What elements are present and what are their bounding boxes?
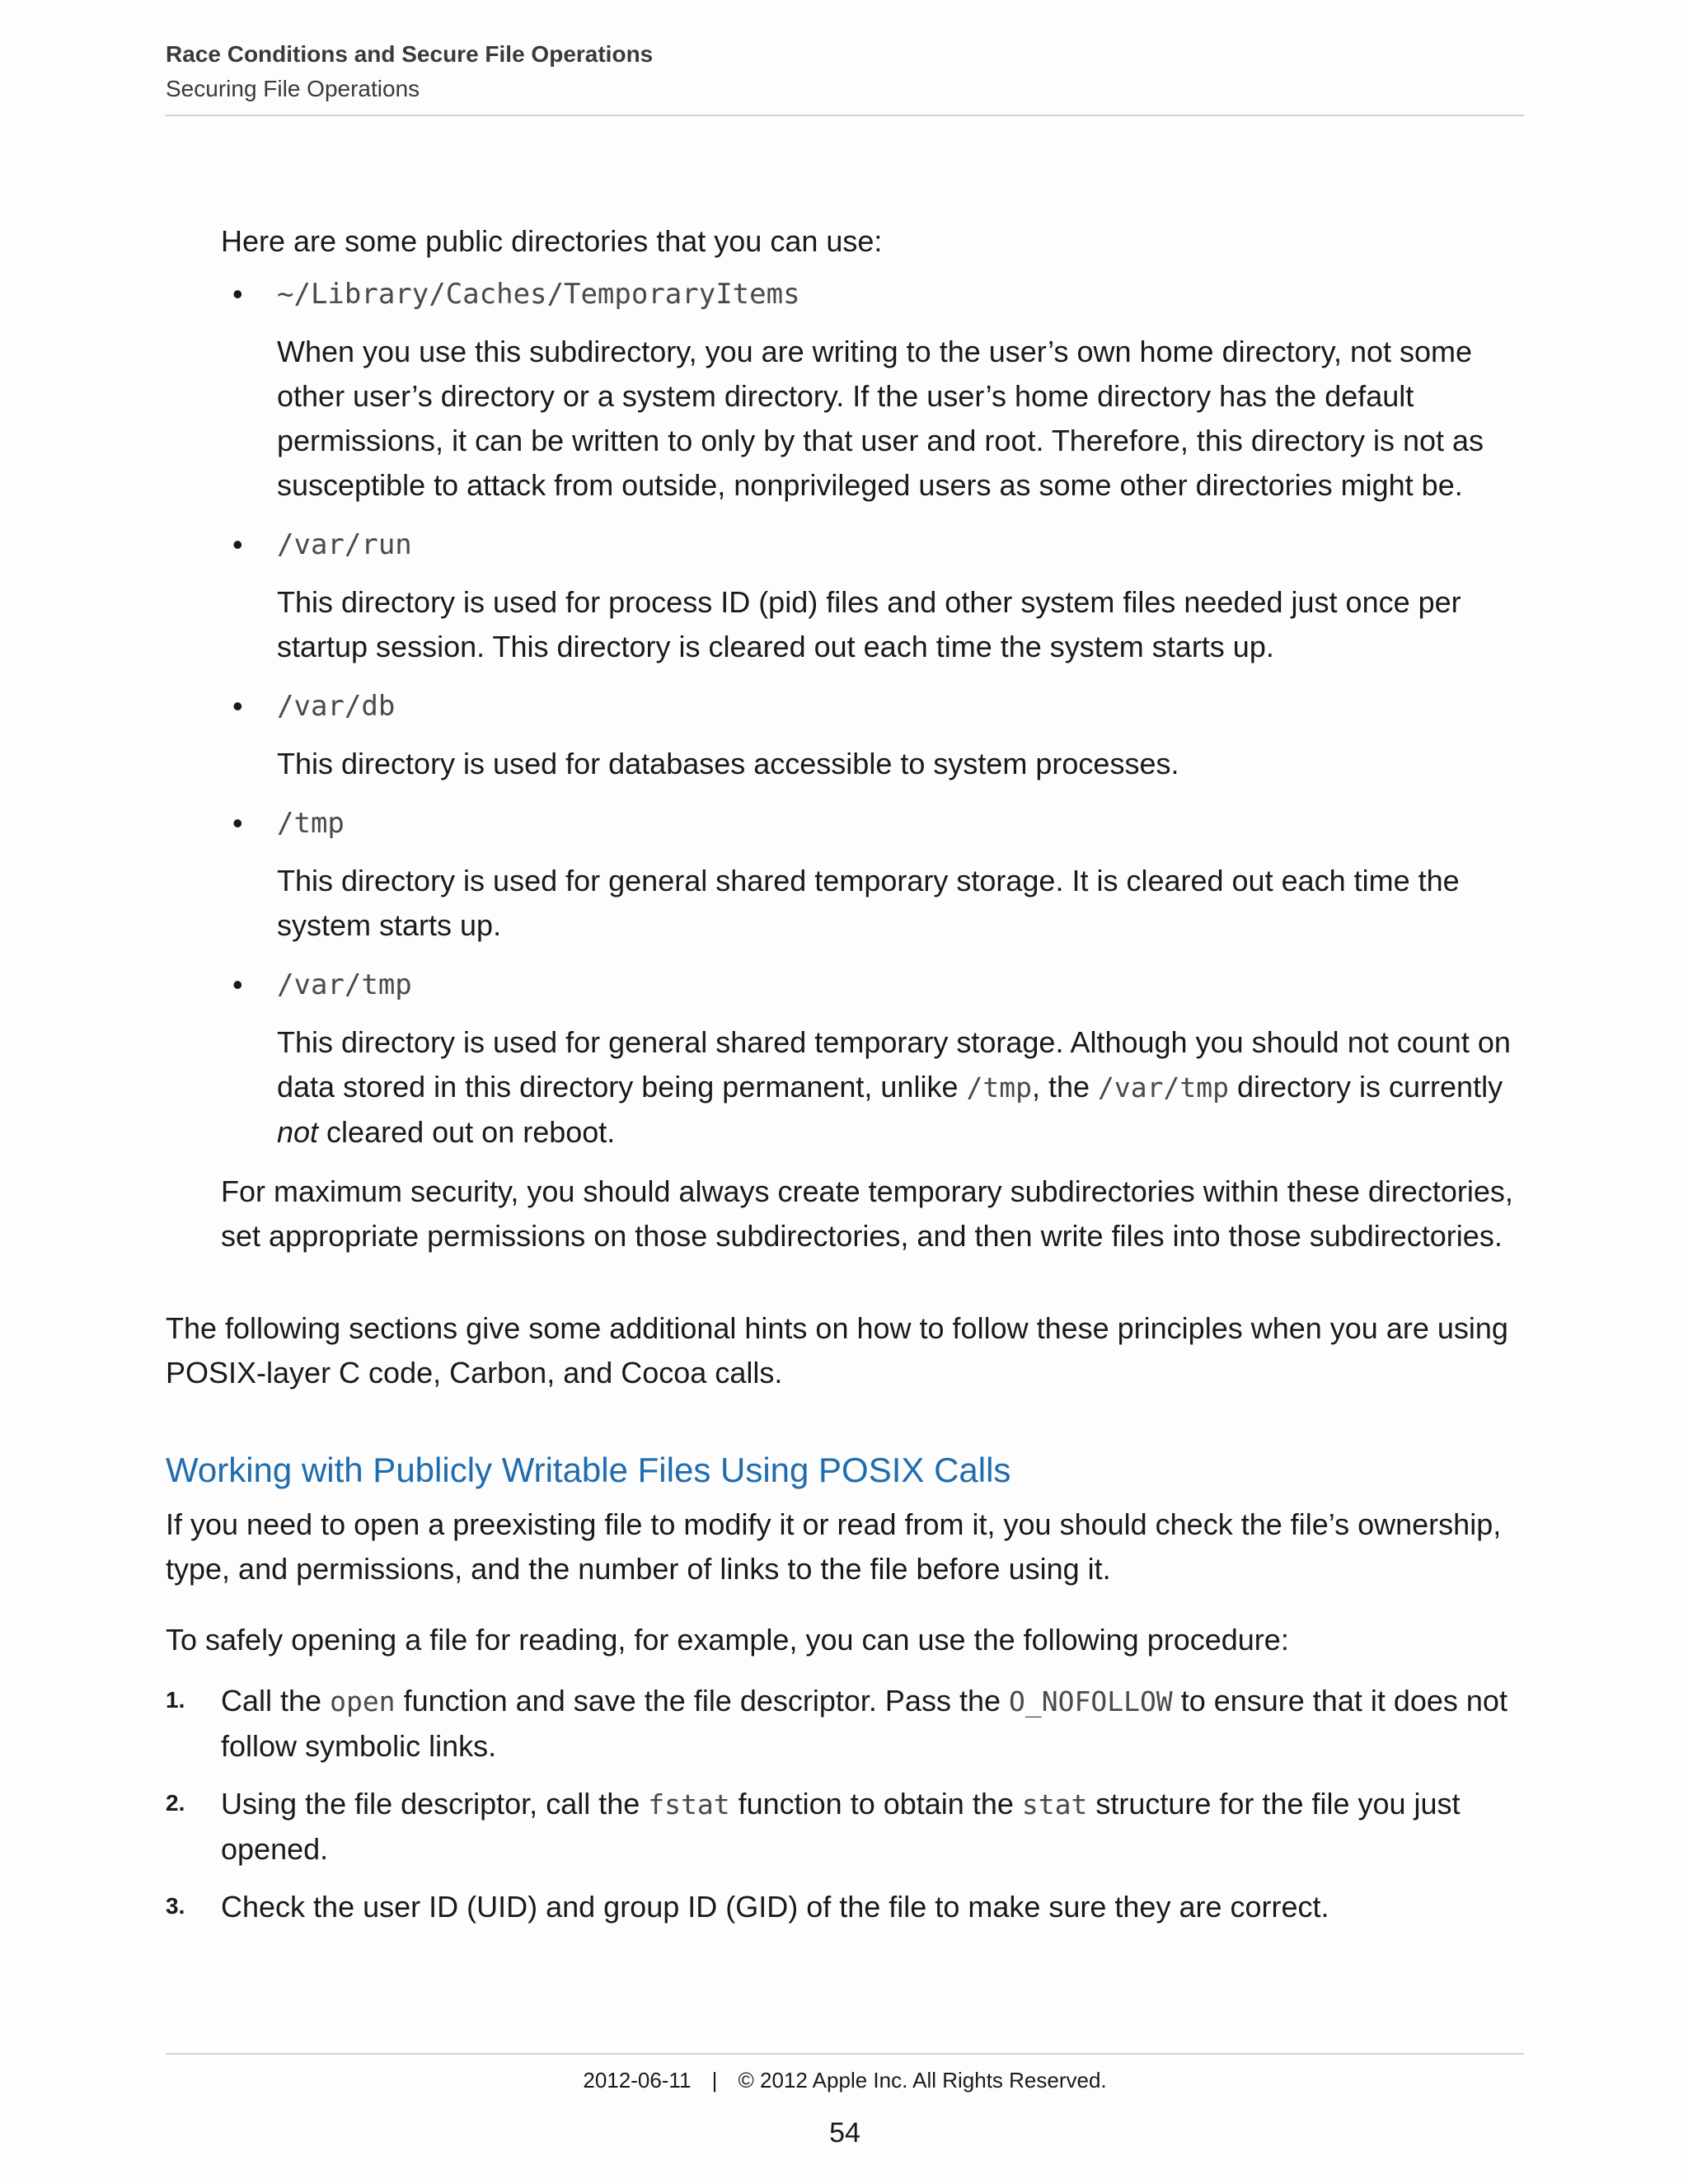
footer-copyright: © 2012 Apple Inc. All Rights Reserved.	[738, 2068, 1107, 2093]
bullet-icon: •	[232, 968, 243, 1001]
hints-paragraph: The following sections give some additional hints on how to follow these principles when you are using POSIX-layer C code, Carbon, and Cocoa calls.	[166, 1311, 1508, 1390]
list-item	[166, 1885, 1524, 1929]
bullet-icon: •	[232, 689, 243, 723]
list-item	[221, 801, 1524, 948]
directory-path: /tmp	[277, 807, 345, 840]
inline-code: stat	[1021, 1788, 1088, 1821]
procedure-steps	[166, 1679, 1524, 1929]
inline-code: /var/tmp	[1098, 1071, 1229, 1104]
directory-path: /var/db	[277, 690, 396, 723]
inline-code: O_NOFOLLOW	[1009, 1685, 1173, 1718]
footer-date: 2012-06-11	[583, 2068, 692, 2093]
footer-divider	[166, 2053, 1524, 2055]
step-text: Check the user ID (UID) and group ID (GID) of the file to make sure they are correct.	[221, 1890, 1329, 1924]
bullet-icon: •	[232, 527, 243, 561]
step-number: 1.	[166, 1687, 185, 1713]
directory-path: ~/Library/Caches/TemporaryItems	[277, 278, 800, 311]
directory-description: This directory is used for process ID (pid) files and other system files needed just once per startup session. This directory is cleared out each time the system starts up.	[277, 585, 1461, 663]
step-text-part: Call the	[221, 1684, 331, 1718]
header-divider	[166, 115, 1524, 116]
directory-description: This directory is used for databases accessible to system processes.	[277, 747, 1179, 780]
step-number: 3.	[166, 1893, 185, 1919]
inline-code: open	[330, 1685, 396, 1718]
directory-list	[166, 272, 1524, 1155]
inline-code: /tmp	[966, 1071, 1032, 1104]
description-text: , the	[1031, 1070, 1099, 1104]
inline-code: fstat	[648, 1788, 730, 1821]
procedure-intro: To safely opening a file for reading, for example, you can use the following procedure:	[166, 1623, 1289, 1657]
list-item	[221, 523, 1524, 669]
directory-path: /var/tmp	[277, 968, 412, 1001]
directory-description: This directory is used for general shared temporary storage. It is cleared out each time the system starts up.	[277, 864, 1460, 942]
section-heading: Working with Publicly Writable Files Using POSIX Calls	[166, 1451, 1011, 1489]
description-text: This directory is used for general shared temporary storage. Although you should not count on data stored in this directory being permanent, unlike	[277, 1025, 1511, 1104]
step-number: 2.	[166, 1790, 185, 1816]
step-text-part: Using the file descriptor, call the	[221, 1787, 649, 1821]
list-item	[221, 684, 1524, 786]
step-text	[221, 1679, 1524, 1769]
page-footer	[166, 2065, 1524, 2095]
page-number: 54	[829, 2117, 860, 2149]
page-body	[166, 219, 1524, 1943]
running-header	[166, 38, 1524, 105]
emphasis-text: not	[277, 1115, 319, 1149]
list-item	[166, 1679, 1524, 1769]
section-paragraph: If you need to open a preexisting file to modify it or read from it, you should check the file’s ownership, type, and permissions, and the number of links to the file before using it.	[166, 1507, 1502, 1586]
step-text-part: function to obtain the	[729, 1787, 1022, 1821]
security-advice-paragraph: For maximum security, you should always create temporary subdirectories within these directories, set appropriate permissions on those subdirectories, and then write files into those subdirectories.	[221, 1174, 1513, 1253]
directory-path: /var/run	[277, 528, 412, 561]
list-item	[166, 1782, 1524, 1872]
header-section-title: Securing File Operations	[166, 76, 420, 101]
step-text-part: structure for the file you just opened.	[221, 1787, 1461, 1866]
description-text: cleared out on reboot.	[318, 1115, 616, 1149]
step-text	[221, 1782, 1524, 1872]
description-text: directory is currently	[1228, 1070, 1503, 1104]
bullet-icon: •	[232, 806, 243, 840]
directories-intro: Here are some public directories that you can use:	[221, 224, 883, 258]
list-item	[221, 272, 1524, 508]
header-chapter-title: Race Conditions and Secure File Operations	[166, 41, 654, 67]
directory-description	[277, 1020, 1524, 1155]
directory-description: When you use this subdirectory, you are writing to the user’s own home directory, not some other user’s directory or a system directory. If the user’s home directory has the default permissions, it can be written to only by that user and root. Therefore, this directory is not as susceptible to attack from outside, nonprivileged users as some other directories might be.	[277, 335, 1484, 502]
bullet-icon: •	[232, 277, 243, 311]
footer-separator: |	[711, 2068, 718, 2093]
step-text-part: to ensure that it does not follow symbolic links.	[221, 1684, 1507, 1763]
step-text-part: function and save the file descriptor. Pass the	[395, 1684, 1009, 1718]
list-item	[221, 963, 1524, 1155]
